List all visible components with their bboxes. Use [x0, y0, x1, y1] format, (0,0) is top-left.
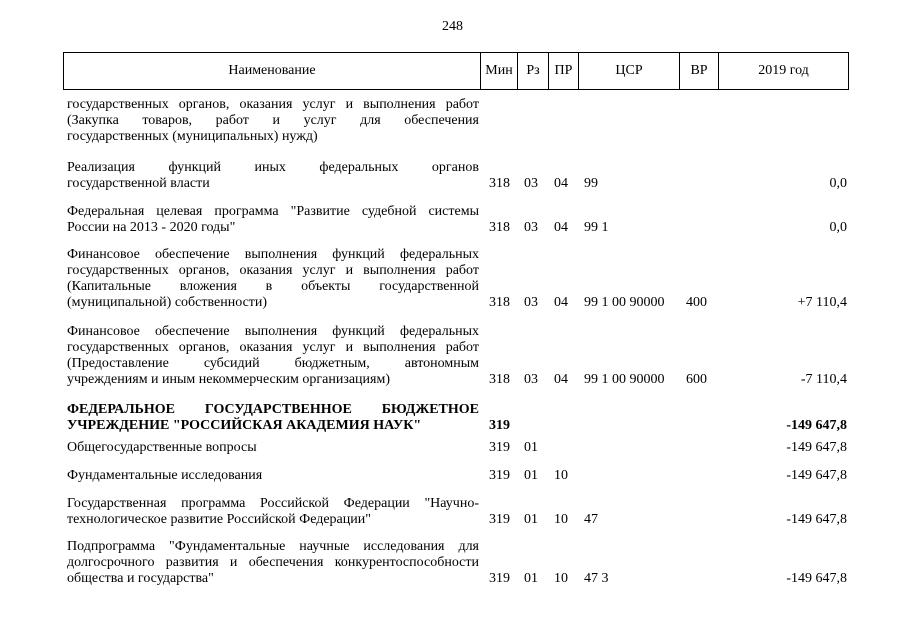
row-name	[67, 247, 479, 311]
row-rz: 01	[524, 440, 538, 455]
row-min: 319	[489, 571, 510, 586]
table-header	[63, 52, 849, 90]
row-min: 318	[489, 176, 510, 191]
row-csr: 99 1	[584, 220, 609, 235]
row-amount: +7 110,4	[797, 295, 847, 310]
row-name-line: Подпрограмма "Фундаментальные научные исследования для	[67, 539, 479, 554]
row-amount: 0,0	[829, 220, 847, 235]
row-name-line: учреждениям и иным некоммерческим организациям)	[67, 372, 391, 387]
row-amount: -149 647,8	[786, 468, 847, 483]
page-number: 248	[442, 19, 463, 34]
row-name-line: Фундаментальные исследования	[67, 468, 263, 483]
row-name	[67, 539, 479, 587]
header-csr: ЦСР	[579, 53, 680, 90]
row-rz: 03	[524, 372, 538, 387]
row-name-line: УЧРЕЖДЕНИЕ "РОССИЙСКАЯ АКАДЕМИЯ НАУК"	[67, 418, 422, 433]
row-rz: 01	[524, 512, 538, 527]
row-csr: 47 3	[584, 571, 609, 586]
row-name-line: долгосрочного развития и обеспечения конкурентоспособности	[67, 555, 479, 570]
row-name-line: Общегосударственные вопросы	[67, 440, 257, 455]
row-name	[67, 97, 479, 145]
row-vr: 600	[686, 372, 707, 387]
row-name-line: России на 2013 - 2020 годы"	[67, 220, 236, 235]
row-pr: 10	[554, 468, 568, 483]
header-year: 2019 год	[719, 53, 849, 90]
row-pr: 10	[554, 571, 568, 586]
row-name	[67, 402, 479, 434]
row-min: 319	[489, 468, 510, 483]
row-csr: 99 1 00 90000	[584, 295, 665, 310]
row-name-line: Государственная программа Российской Федерации "Научно-	[67, 496, 479, 511]
row-min: 319	[489, 440, 510, 455]
row-name-line: государственных органов, оказания услуг и выполнения работ	[67, 340, 479, 355]
row-min: 318	[489, 220, 510, 235]
row-amount: -149 647,8	[786, 512, 847, 527]
row-name-line: (Капитальные вложения в объекты государственной	[67, 279, 479, 294]
row-name-line: государственных органов, оказания услуг и выполнения работ	[67, 263, 479, 278]
header-pr: ПР	[549, 53, 579, 90]
row-name-line: (Закупка товаров, работ и услуг для обеспечения	[67, 113, 479, 128]
row-name-line: ФЕДЕРАЛЬНОЕ ГОСУДАРСТВЕННОЕ БЮДЖЕТНОЕ	[67, 402, 479, 417]
row-rz: 03	[524, 176, 538, 191]
row-name-line: технологическое развитие Российской Федерации"	[67, 512, 371, 527]
row-name-line: Федеральная целевая программа "Развитие судебной системы	[67, 204, 479, 219]
row-csr: 99	[584, 176, 598, 191]
row-pr: 04	[554, 372, 568, 387]
row-min: 318	[489, 295, 510, 310]
row-name-line: Финансовое обеспечение выполнения функций федеральных	[67, 247, 479, 262]
row-amount: -7 110,4	[800, 372, 847, 387]
row-amount: 0,0	[829, 176, 847, 191]
row-name-line: государственных органов, оказания услуг и выполнения работ	[67, 97, 479, 112]
row-amount: -149 647,8	[786, 571, 847, 586]
header-min: Мин	[481, 53, 518, 90]
row-name-line: Финансовое обеспечение выполнения функций федеральных	[67, 324, 479, 339]
row-name-line: Реализация функций иных федеральных органов	[67, 160, 479, 175]
row-name-line: государственной власти	[67, 176, 210, 191]
row-pr: 10	[554, 512, 568, 527]
row-pr: 04	[554, 220, 568, 235]
row-name	[67, 468, 479, 484]
row-rz: 01	[524, 571, 538, 586]
row-min: 319	[489, 512, 510, 527]
row-rz: 03	[524, 220, 538, 235]
row-min: 319	[489, 418, 510, 433]
row-amount: -149 647,8	[786, 440, 847, 455]
row-csr: 99 1 00 90000	[584, 372, 665, 387]
row-rz: 01	[524, 468, 538, 483]
header-rz: Рз	[518, 53, 549, 90]
row-name	[67, 160, 479, 192]
row-name-line: общества и государства"	[67, 571, 214, 586]
row-amount: -149 647,8	[786, 418, 847, 433]
row-csr: 47	[584, 512, 598, 527]
row-name-line: государственных (муниципальных) нужд)	[67, 129, 318, 144]
row-name	[67, 324, 479, 388]
row-name	[67, 440, 479, 456]
header-name: Наименование	[64, 53, 481, 90]
row-name	[67, 496, 479, 528]
row-name-line: (муниципальной) собственности)	[67, 295, 268, 310]
row-pr: 04	[554, 176, 568, 191]
row-vr: 400	[686, 295, 707, 310]
row-min: 318	[489, 372, 510, 387]
row-rz: 03	[524, 295, 538, 310]
row-name	[67, 204, 479, 236]
row-name-line: (Предоставление субсидий бюджетным, автономным	[67, 356, 479, 371]
header-vr: ВР	[680, 53, 719, 90]
row-pr: 04	[554, 295, 568, 310]
